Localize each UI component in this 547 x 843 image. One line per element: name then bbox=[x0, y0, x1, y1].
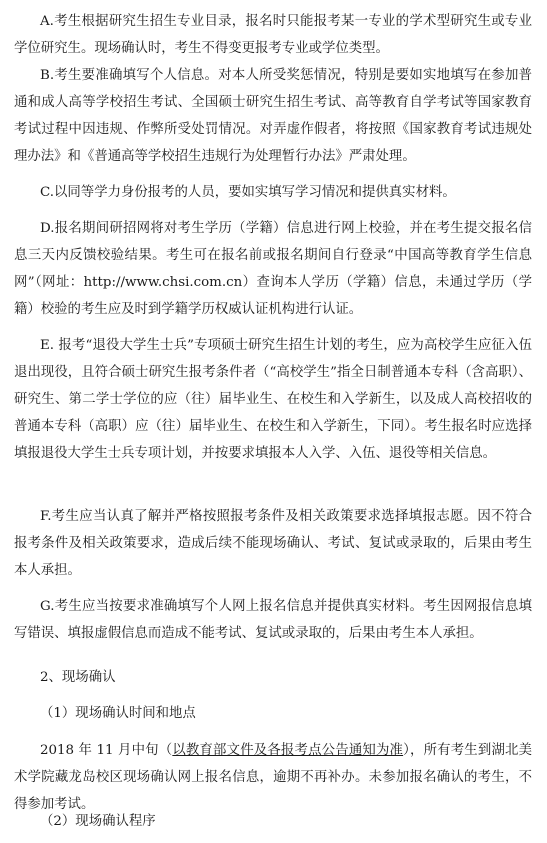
subheading-time-and-place: （1）现场确认时间和地点 bbox=[40, 706, 196, 721]
underlined-notice-text: 以教育部文件及各报考点公告通知为准 bbox=[172, 743, 404, 758]
section-heading-onsite-confirmation: 2、现场确认 bbox=[40, 670, 116, 685]
paragraph-c: C.以同等学力身份报考的人员，要如实填写学习情况和提供真实材料。 bbox=[40, 185, 456, 200]
paragraph-b: B.考生要准确填写个人信息。对本人所受奖惩情况，特别是要如实地填写在参加普通和成人高等学校招生考试、全国硕士研究生招生考试、高等教育自学考试等国家教育考试过程中因违规、作弊所受处罚情况。对弄虚作假者，将按照《国家教育考试违规处理办法》和《普通高等学校招生违规行为处理暂行办法》严肃处理。 bbox=[14, 68, 532, 164]
paragraph-e: E. 报考“退役大学生士兵”专项硕士研究生招生计划的考生，应为高校学生应征入伍退出现役，且符合硕士研究生报考条件者（“高校学生”指全日制普通本专科（含高职）、研究生、第二学士学位的应（往）届毕业生、在校生和入学新生，以及成人高校招收的普通本专科（高职）应（往）届毕业生、在校生和入学新生，下同）。考生报名时应选择填报退役大学生士兵专项计划，并按要求填报本人入学、入伍、退役等相关信息。 bbox=[14, 338, 532, 461]
subheading-confirmation-procedure: （2）现场确认程序 bbox=[40, 814, 156, 829]
paragraph-f: F.考生应当认真了解并严格按照报考条件及相关政策要求选择填报志愿。因不符合报考条件及相关政策要求，造成后续不能现场确认、考试、复试或录取的，后果由考生本人承担。 bbox=[14, 509, 532, 578]
paragraph-a: A.考生根据研究生招生专业目录，报名时只能报考某一专业的学术型研究生或专业学位研究生。现场确认时，考生不得变更报考专业或学位类型。 bbox=[14, 14, 532, 56]
time-place-text-before: 2018 年 11 月中旬（ bbox=[40, 743, 173, 758]
paragraph-d: D.报名期间研招网将对考生学历（学籍）信息进行网上校验，并在考生提交报名信息三天内反馈校验结果。考生可在报名前或报名期间自行登录“中国高等教育学生信息网”（网址：http://www.chsi.com.cn）查询本人学历（学籍）信息，未通过学历（学籍）校验的考生应及时到学籍学历权威认证机构进行认证。 bbox=[14, 221, 532, 317]
paragraph-g: G.考生应当按要求准确填写个人网上报名信息并提供真实材料。考生因网报信息填写错误、填报虚假信息而造成不能考试、复试或录取的，后果由考生本人承担。 bbox=[14, 599, 532, 641]
time-place-text-after: ），所有考生到湖北美术学院藏龙岛校区现场确认网上报名信息，逾期不再补办。未参加报名确认的考生，不得参加考试。 bbox=[14, 743, 532, 812]
paragraph-time-place bbox=[14, 737, 532, 818]
